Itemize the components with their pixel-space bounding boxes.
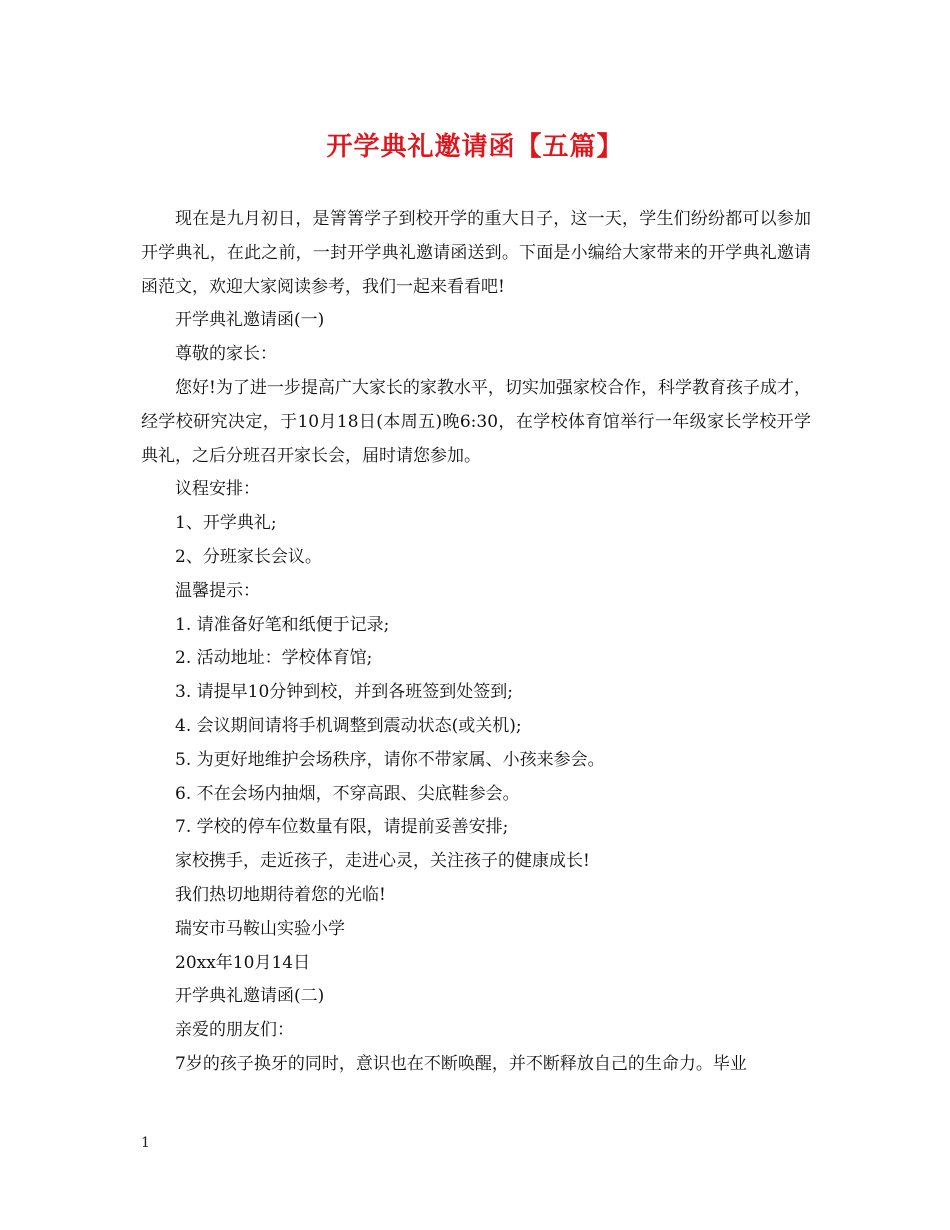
body-paragraph: 您好!为了进一步提高广大家长的家教水平，切实加强家校合作，科学教育孩子成才，经学校研究决定，于10月18日(本周五)晚6:30，在学校体育馆举行一年级家长学校开学典礼，之后分班召开家长会，届时请您参加。 [141,377,811,466]
agenda-item: 2、分班家长会议。 [175,546,322,567]
signature-date: 20xx年10月14日 [175,952,311,973]
signature-school: 瑞安市马鞍山实验小学 [175,918,345,939]
tips-heading: 温馨提示： [175,580,260,601]
page-number: 1 [141,1135,150,1151]
salutation: 尊敬的家长： [175,344,277,365]
agenda-item: 1、开学典礼; [175,513,277,534]
tip-item: 6. 不在会场内抽烟，不穿高跟、尖底鞋参会。 [175,783,520,804]
intro-paragraph: 现在是九月初日，是箐箐学子到校开学的重大日子，这一天，学生们纷纷都可以参加开学典礼，在此之前，一封开学典礼邀请函送到。下面是小编给大家带来的开学典礼邀请函范文，欢迎大家阅读参考，我们一起来看看吧! [141,209,811,297]
section-heading: 开学典礼邀请函(一) [175,310,325,331]
closing-line: 家校携手，走近孩子，走进心灵，关注孩子的健康成长! [175,851,590,872]
body-paragraph: 7岁的孩子换牙的同时，意识也在不断唤醒，并不断释放自己的生命力。毕业 [175,1053,747,1074]
document-title: 开学典礼邀请函【五篇】 [326,132,624,162]
tip-item: 2. 活动地址：学校体育馆; [175,648,373,669]
tip-item: 5. 为更好地维护会场秩序，请你不带家属、小孩来参会。 [175,749,605,770]
tip-item: 4. 会议期间请将手机调整到震动状态(或关机); [175,715,522,736]
agenda-heading: 议程安排： [175,479,260,500]
section-heading: 开学典礼邀请函(二) [175,986,325,1007]
tip-item: 3. 请提早10分钟到校，并到各班签到处签到; [175,682,513,703]
closing-line: 我们热切地期待着您的光临! [175,884,386,905]
tip-item: 1. 请准备好笔和纸便于记录; [175,614,390,635]
document-body [141,203,811,1082]
tip-item: 7. 学校的停车位数量有限，请提前妥善安排; [175,817,509,838]
salutation: 亲爱的朋友们： [175,1020,294,1041]
